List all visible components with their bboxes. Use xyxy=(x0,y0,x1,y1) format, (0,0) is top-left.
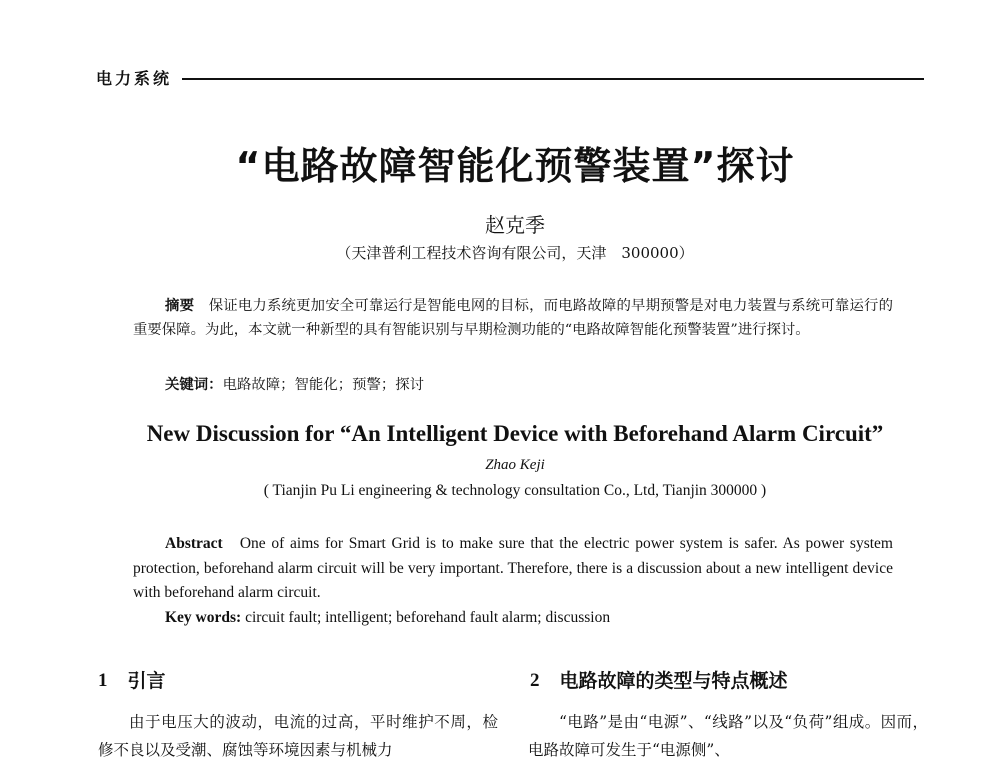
chinese-abstract-text: 保证电力系统更加安全可靠运行是智能电网的目标，而电路故障的早期预警是对电力装置与系统可靠运行的重要保障。为此，本文就一种新型的具有智能识别与早期检测功能的“电路故障智能化预警装置”进行探讨。 xyxy=(133,298,893,338)
header-rule xyxy=(182,78,924,80)
english-author: Zhao Keji xyxy=(485,457,545,473)
chinese-affiliation: （天津普利工程技术咨询有限公司，天津 300000） xyxy=(336,244,694,262)
chinese-author: 赵克季 xyxy=(485,213,545,237)
section-2-heading xyxy=(530,668,788,694)
section-1-number: 1 xyxy=(98,670,108,691)
journal-section-label: 电力系统 xyxy=(96,68,173,88)
section-2-title: 电路故障的类型与特点概述 xyxy=(559,670,788,692)
chinese-abstract xyxy=(133,294,893,342)
chinese-keywords-text: 电路故障；智能化；预警；探讨 xyxy=(222,377,425,393)
section-2-body: “电路”是由“电源”、“线路”以及“负荷”组成。因而，电路故障可发生于“电源侧”、 xyxy=(528,713,928,759)
section-1-title: 引言 xyxy=(127,670,166,692)
chinese-abstract-label: 摘要 xyxy=(165,298,195,314)
chinese-keywords-label: 关键词： xyxy=(165,377,223,393)
english-abstract xyxy=(133,532,893,606)
chinese-title: “电路故障智能化预警装置”探讨 xyxy=(235,144,795,188)
english-title: New Discussion for “An Intelligent Device with Beforehand Alarm Circuit” xyxy=(146,421,884,446)
english-abstract-label: Abstract xyxy=(165,535,223,552)
section-1-body: 由于电压大的波动，电流的过高，平时维护不周，检修不良以及受潮、腐蚀等环境因素与机械力 xyxy=(98,713,498,759)
running-header xyxy=(96,64,924,90)
english-keywords xyxy=(133,606,893,630)
english-keywords-text: circuit fault; intelligent; beforehand fault alarm; discussion xyxy=(245,609,611,626)
section-2-number: 2 xyxy=(530,670,540,691)
english-affiliation: ( Tianjin Pu Li engineering & technology consultation Co., Ltd, Tianjin 300000 ) xyxy=(263,482,767,499)
chinese-keywords xyxy=(133,373,893,397)
english-keywords-label: Key words: xyxy=(165,609,242,626)
english-abstract-text: One of aims for Smart Grid is to make sure that the electric power system is safer. As power system protection, beforehand alarm circuit will be very important. Therefore, there is a discussion about a new intelligent device with beforehand alarm circuit. xyxy=(133,535,893,601)
section-1-heading xyxy=(98,668,166,694)
